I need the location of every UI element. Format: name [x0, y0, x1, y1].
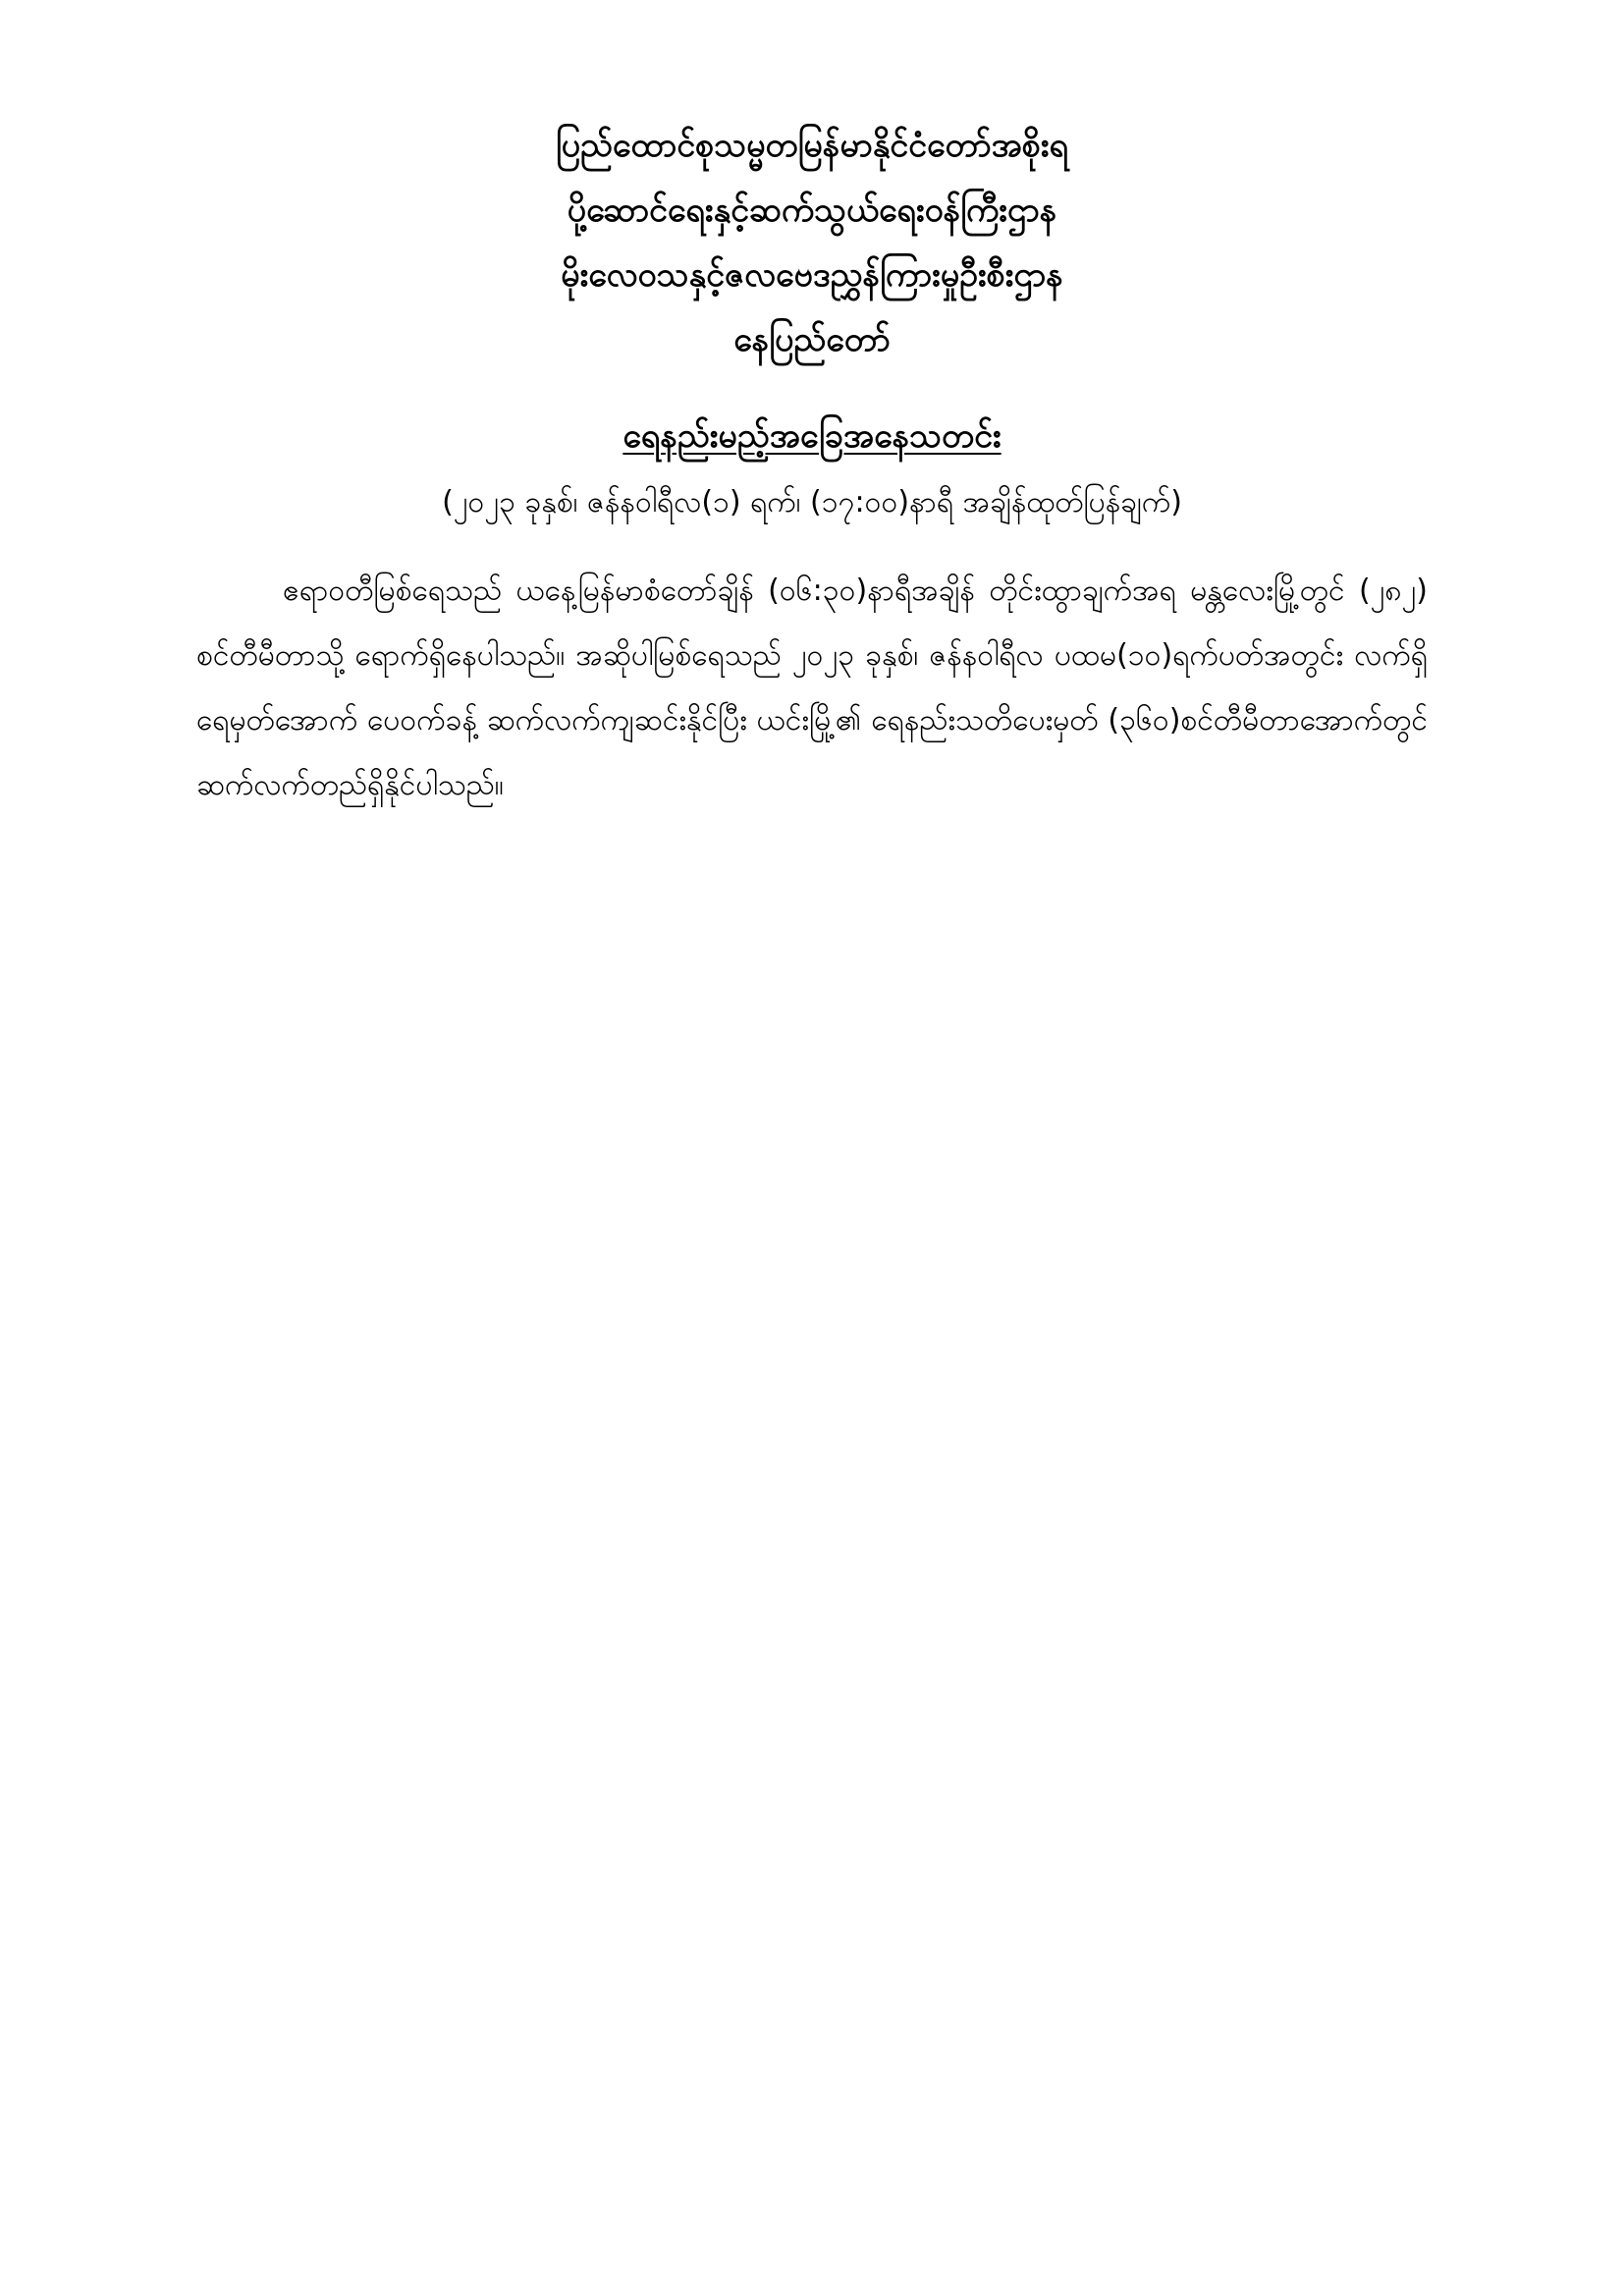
document-title-text: ရေနည်းမည့်အခြေအနေသတင်း — [623, 416, 1001, 456]
city-name: နေပြည်တော် — [733, 320, 891, 359]
department-name: မိုးလေဝသနှင့်ဇလဗေဒညွှန်ကြားမှုဦးစီးဌာန — [561, 255, 1063, 295]
government-name: ပြည်ထောင်စုသမ္မတမြန်မာနိုင်ငံတော်အစိုးရ — [555, 126, 1069, 165]
letterhead — [196, 113, 1428, 372]
ministry-name: ပို့ဆောင်ရေးနှင့်ဆက်သွယ်ရေးဝန်ကြီးဌာန — [567, 191, 1057, 230]
body-paragraph: ဧရာဝတီမြစ်ရေသည် ယနေ့မြန်မာစံတော်ချိန် (၀၆:၃၀)နာရီအချိန် တိုင်းထွာချက်အရ မန္တလေးမြို့တွင် (၂၈၂) စင်တီမီတာသို့ ရောက်ရှိနေပါသည်။ အဆိုပါမြစ်ရေသည် ၂၀၂၃ ခုနှစ်၊ ဇန်နဝါရီလ ပထမ(၁၀)ရက်ပတ်အတွင်း လက်ရှိရေမှတ်အောက် ပေ၀က်ခန့် ဆက်လက်ကျဆင်းနိုင်ပြီး ယင်းမြို့၏ ရေနည်းသတိပေးမှတ် (၃၆၀)စင်တီမီတာအောက်တွင် ဆက်လက်တည်ရှိနိုင်ပါသည်။ — [196, 574, 1428, 802]
issue-date-line: (၂၀၂၃ ခုနှစ်၊ ဇန်နဝါရီလ(၁) ရက်၊ (၁၇:၀၀)နာရီ အချိန်ထုတ်ပြန်ချက်) — [442, 485, 1182, 519]
document-title — [196, 406, 1428, 466]
